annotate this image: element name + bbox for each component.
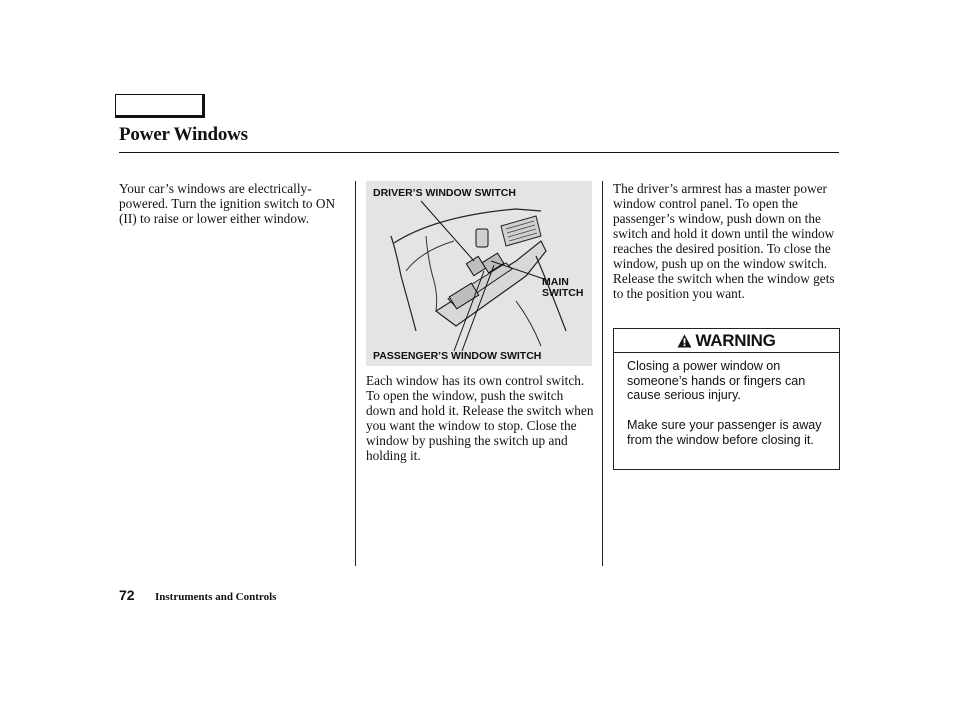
warning-box <box>613 328 840 470</box>
warning-header <box>614 329 839 353</box>
section-name: Instruments and Controls <box>155 591 277 603</box>
armrest-drawing <box>366 181 592 366</box>
passenger-switch-label: PASSENGER’S WINDOW SWITCH <box>373 350 542 362</box>
warning-heading: WARNING <box>695 330 776 350</box>
window-switch-illustration <box>366 181 592 366</box>
right-column-text: The driver’s armrest has a master power window control panel. To open the passenger’s window, push down on the switch and hold it down until the window reaches the desired position. To close the window, push up on the window switch. Release the switch when the window gets to the position you want. <box>613 181 835 301</box>
page-number: 72 <box>119 587 135 603</box>
page-title: Power Windows <box>119 124 248 145</box>
warning-paragraph-2: Make sure your passenger is away from the window before closing it. <box>627 418 822 447</box>
title-divider <box>119 152 839 153</box>
section-tab-box <box>115 94 205 118</box>
left-column-text: Your car’s windows are electrically-powered. Turn the ignition switch to ON (II) to raise or lower either window. <box>119 181 336 226</box>
column-divider-right <box>602 181 603 566</box>
middle-column-text: Each window has its own control switch. To open the window, push the switch down and hold it. Release the switch when you want the window to stop. Close the window by pushing the switch up and holding it. <box>366 373 594 463</box>
main-switch-label-line2: SWITCH <box>542 287 584 299</box>
main-switch-label-line1: MAIN <box>542 276 569 288</box>
driver-switch-label: DRIVER’S WINDOW SWITCH <box>373 187 516 199</box>
column-divider-left <box>355 181 356 566</box>
warning-paragraph-1: Closing a power window on someone’s hands or fingers can cause serious injury. <box>627 359 806 402</box>
warning-triangle-icon <box>677 334 692 348</box>
